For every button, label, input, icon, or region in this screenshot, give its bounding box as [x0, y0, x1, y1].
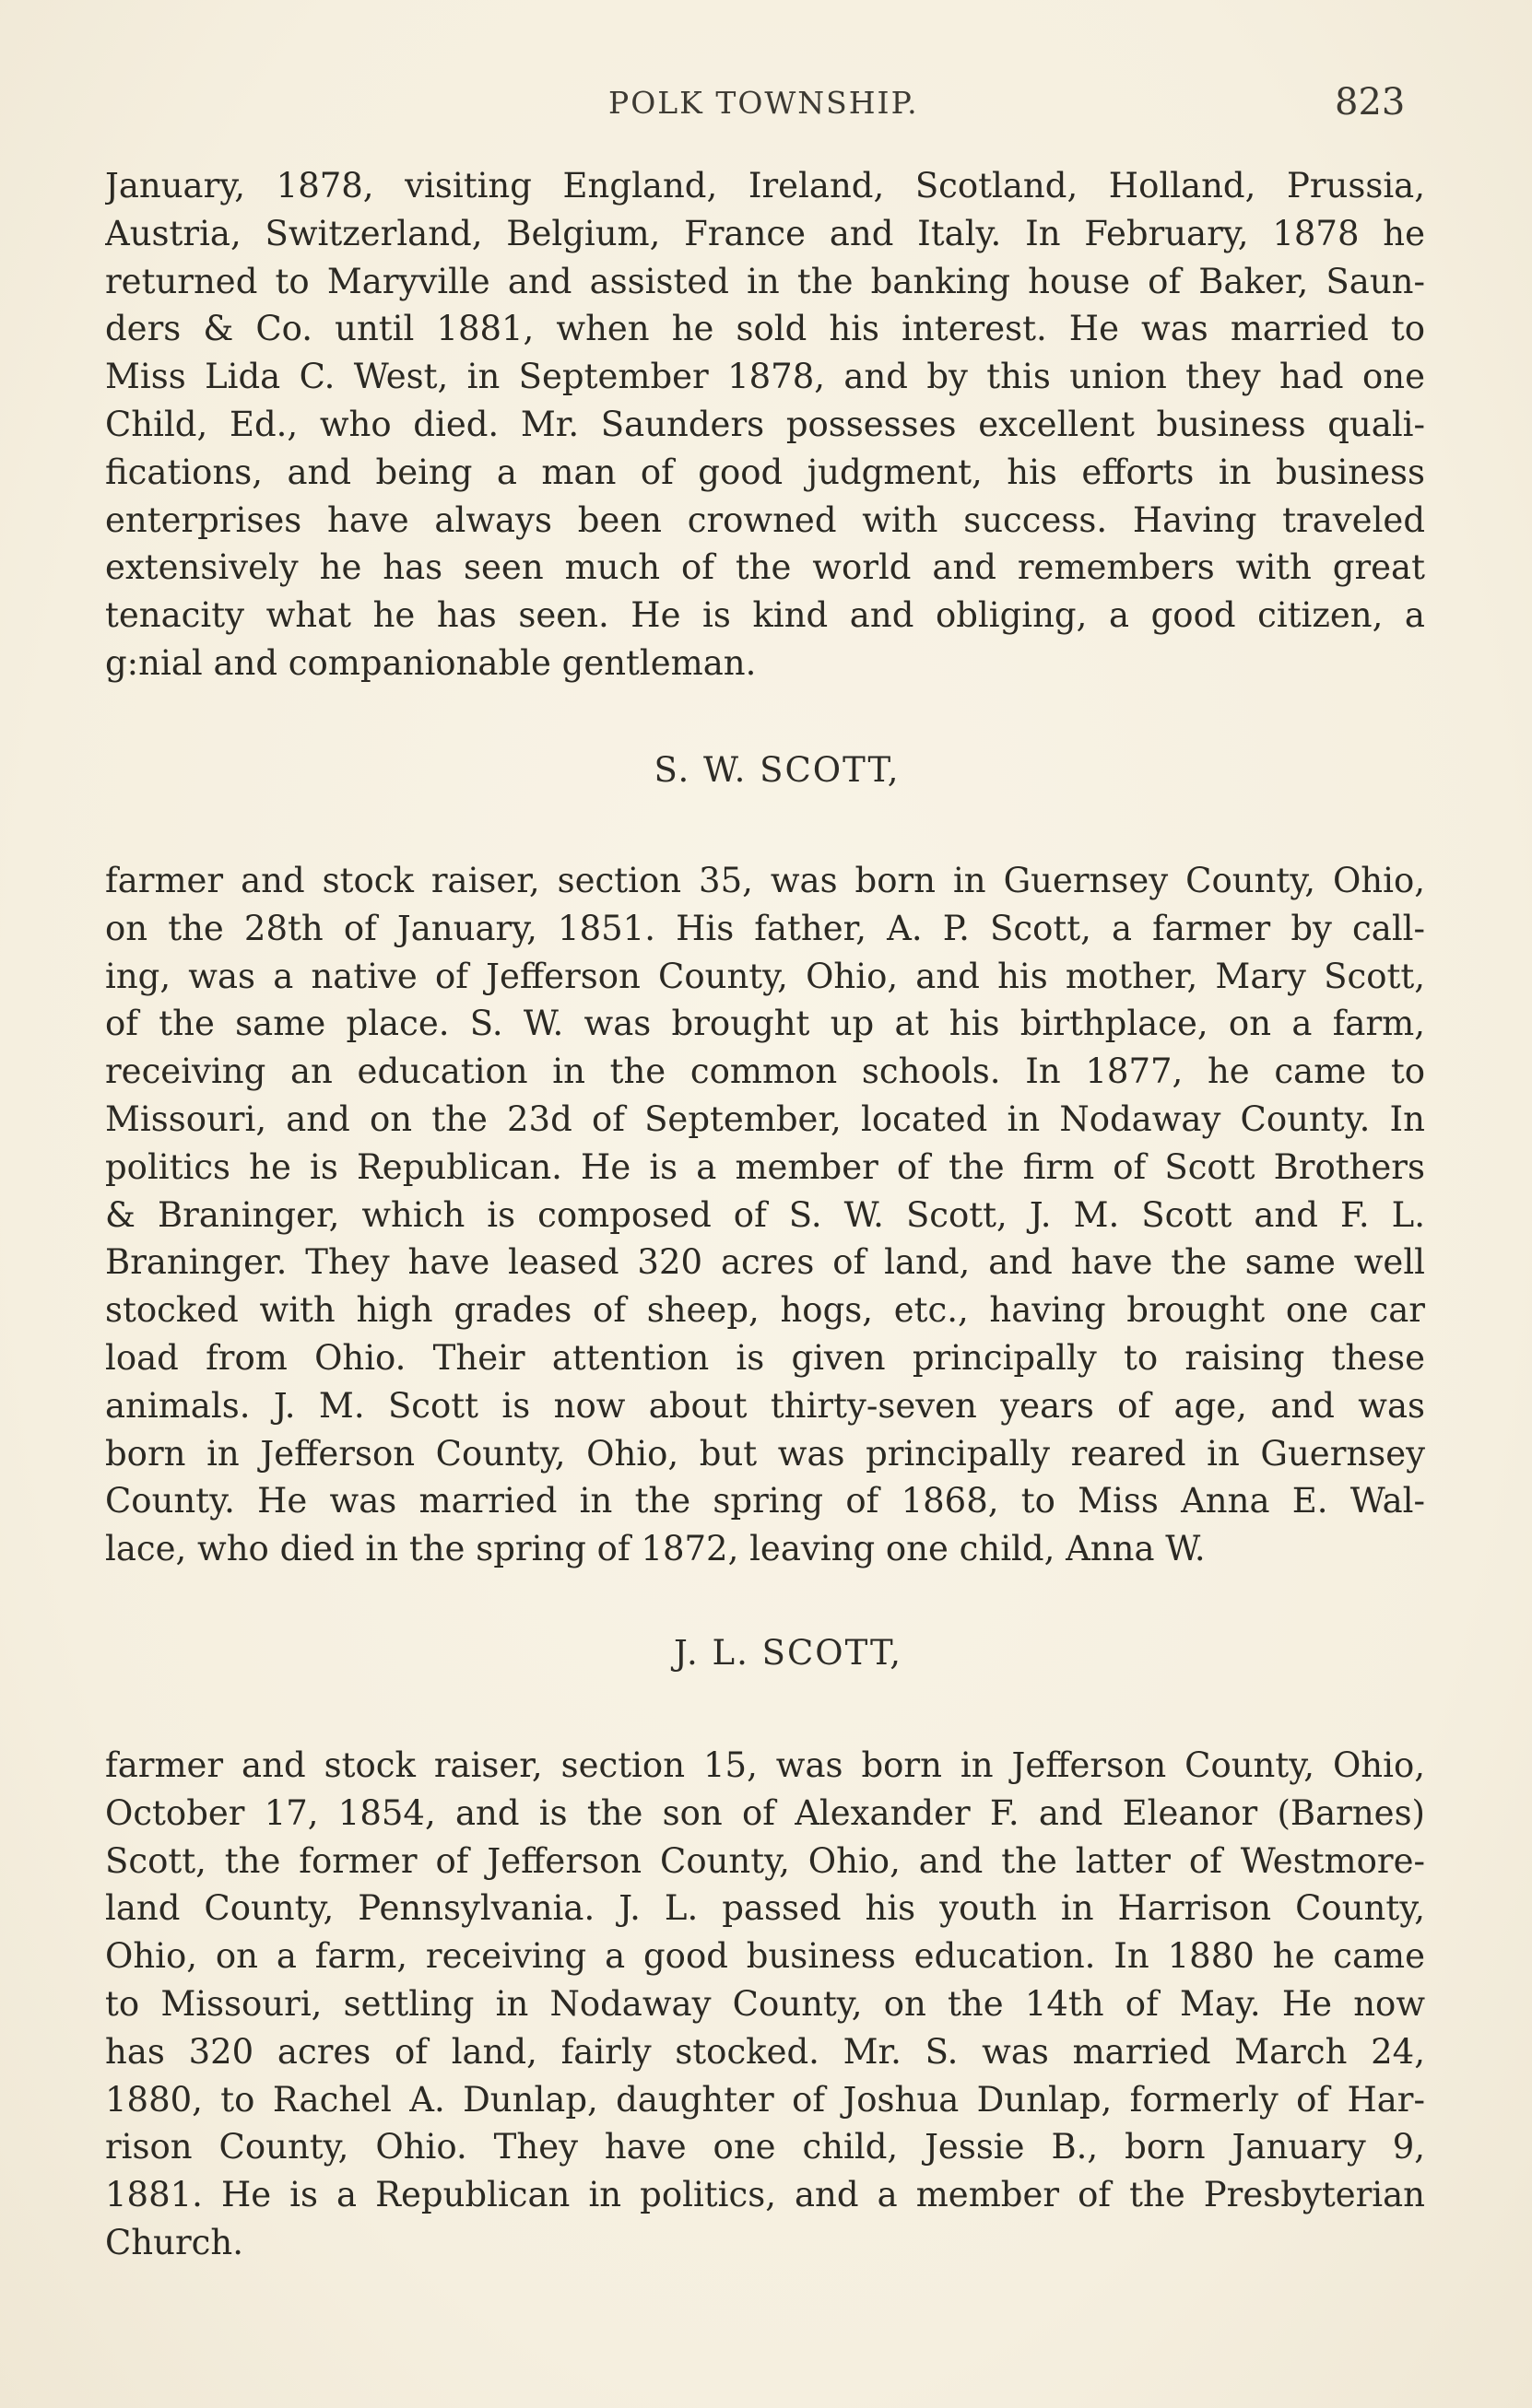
text-line: on the 28th of January, 1851. His father, A. P. Scott, a farmer by call-	[105, 908, 1425, 948]
text-line: Missouri, and on the 23d of September, located in Nodaway County. In	[105, 1098, 1425, 1139]
page-number: 823	[1335, 81, 1406, 123]
running-header	[0, 81, 1532, 131]
text-line: Braninger. They have leased 320 acres of land, and have the same well	[105, 1242, 1425, 1283]
text-line: lace, who died in the spring of 1872, leaving one child, Anna W.	[105, 1529, 1206, 1569]
text-line: g:nial and companionable gentleman.	[105, 642, 757, 683]
text-line: load from Ohio. Their attention is given principally to raising these	[105, 1337, 1425, 1378]
text-line: & Braninger, which is composed of S. W. Scott, J. M. Scott and F. L.	[105, 1194, 1425, 1235]
text-line: January, 1878, visiting England, Ireland, Scotland, Holland, Prussia,	[105, 166, 1425, 206]
text-line: Church.	[105, 2222, 243, 2262]
text-line: Child, Ed., who died. Mr. Saunders possesses excellent business quali-	[105, 404, 1425, 444]
text-line: farmer and stock raiser, section 35, was born in Guernsey County, Ohio,	[105, 861, 1425, 900]
continuation-paragraph	[105, 162, 1425, 687]
text-line: to Missouri, settling in Nodaway County, on the 14th of May. He now	[105, 1983, 1425, 2024]
text-line: born in Jefferson County, Ohio, but was principally reared in Guernsey	[105, 1433, 1425, 1474]
text-line: ing, was a native of Jefferson County, Ohio, and his mother, Mary Scott,	[105, 956, 1425, 996]
text-line: 1880, to Rachel A. Dunlap, daughter of Joshua Dunlap, formerly of Har-	[105, 2079, 1425, 2120]
text-line: Austria, Switzerland, Belgium, France and Italy. In February, 1878 he	[105, 213, 1425, 253]
text-line: has 320 acres of land, fairly stocked. Mr. S. was married March 24,	[105, 2031, 1425, 2072]
text-line: 1881. He is a Republican in politics, and a member of the Presbyterian	[105, 2175, 1425, 2215]
text-line: of the same place. S. W. was brought up at his birthplace, on a farm,	[105, 1004, 1425, 1044]
text-line: Ohio, on a farm, receiving a good business education. In 1880 he came	[105, 1936, 1425, 1977]
text-line: Scott, the former of Jefferson County, Ohio, and the latter of Westmore-	[105, 1840, 1425, 1881]
text-line: Miss Lida C. West, in September 1878, and by this union they had one	[105, 357, 1425, 397]
jl-scott-paragraph	[105, 1742, 1425, 2267]
text-line: ders & Co. until 1881, when he sold his interest. He was married to	[105, 309, 1425, 349]
text-line: tenacity what he has seen. He is kind and obliging, a good citizen, a	[105, 595, 1425, 636]
text-line: farmer and stock raiser, section 15, was born in Jefferson County, Ohio,	[105, 1745, 1425, 1785]
text-line: politics he is Republican. He is a member of the firm of Scott Brothers	[105, 1146, 1425, 1187]
text-line: rison County, Ohio. They have one child, Jessie B., born January 9,	[105, 2127, 1425, 2167]
text-line: October 17, 1854, and is the son of Alexander F. and Eleanor (Barnes)	[105, 1792, 1425, 1833]
text-line: land County, Pennsylvania. J. L. passed his youth in Harrison County,	[105, 1888, 1425, 1929]
sw-scott-paragraph	[105, 857, 1425, 1573]
section-heading-jl-scott: J. L. SCOTT,	[674, 1633, 902, 1673]
text-line: receiving an education in the common schools. In 1877, he came to	[105, 1051, 1425, 1092]
running-title: POLK TOWNSHIP.	[608, 85, 919, 121]
text-line: animals. J. M. Scott is now about thirty-seven years of age, and was	[105, 1385, 1425, 1426]
text-line: returned to Maryville and assisted in the banking house of Baker, Saun-	[105, 261, 1425, 301]
text-line: fications, and being a man of good judgment, his efforts in business	[105, 452, 1425, 492]
text-line: extensively he has seen much of the world and remembers with great	[105, 547, 1425, 588]
text-line: County. He was married in the spring of 1868, to Miss Anna E. Wal-	[105, 1481, 1425, 1521]
text-line: stocked with high grades of sheep, hogs, etc., having brought one car	[105, 1290, 1425, 1331]
section-heading-sw-scott: S. W. SCOTT,	[654, 750, 901, 790]
text-line: enterprises have always been crowned with success. Having traveled	[105, 499, 1425, 540]
